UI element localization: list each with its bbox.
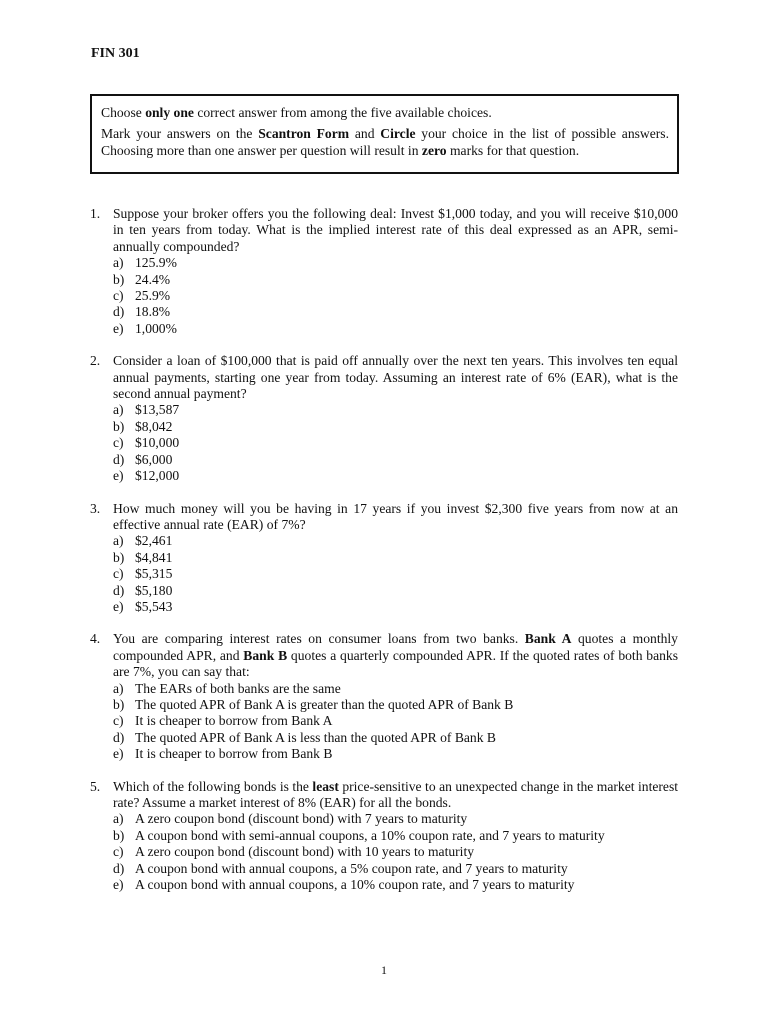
choice-letter: d) bbox=[113, 304, 125, 320]
text-run: How much money will you be having in 17 years if you invest $2,300 five years from now at an effective annual rate (EAR) of 7%? bbox=[113, 500, 678, 532]
choice-text: 25.9% bbox=[135, 288, 171, 304]
answer-choice[interactable] bbox=[113, 419, 678, 435]
answer-choice[interactable] bbox=[113, 288, 678, 304]
text-run: your choice in the list of possible answers. Choosing more than one answer per question will result in bbox=[101, 126, 669, 158]
question-number: 4. bbox=[90, 631, 101, 647]
bold-text: Circle bbox=[380, 126, 416, 142]
answer-choice[interactable] bbox=[113, 255, 678, 271]
answer-choices bbox=[113, 681, 678, 763]
question bbox=[90, 631, 678, 762]
choice-text: It is cheaper to borrow from Bank B bbox=[135, 746, 333, 762]
instruction-choose-one bbox=[101, 105, 669, 121]
answer-choice[interactable] bbox=[113, 533, 678, 549]
question-stem bbox=[113, 779, 678, 812]
choice-letter: b) bbox=[113, 271, 125, 287]
text-run: You are comparing interest rates on consumer loans from two banks. bbox=[113, 631, 525, 647]
choice-text: A coupon bond with annual coupons, a 5% coupon rate, and 7 years to maturity bbox=[135, 860, 568, 876]
choice-letter: e) bbox=[113, 468, 124, 484]
bold-text: Bank A bbox=[524, 631, 572, 647]
answer-choice[interactable] bbox=[113, 550, 678, 566]
question bbox=[90, 501, 678, 616]
choice-letter: b) bbox=[113, 696, 125, 712]
bold-text: Scantron Form bbox=[258, 126, 350, 142]
answer-choice[interactable] bbox=[113, 583, 678, 599]
choice-letter: e) bbox=[113, 746, 124, 762]
choice-letter: b) bbox=[113, 549, 125, 565]
choice-letter: d) bbox=[113, 582, 125, 598]
text-run: quotes a quarterly compounded APR. If the quoted rates of both banks are 7%, you can say that: bbox=[113, 647, 678, 680]
choice-letter: b) bbox=[113, 827, 125, 843]
choice-letter: a) bbox=[113, 533, 124, 549]
choice-letter: c) bbox=[113, 435, 124, 451]
choice-text: $8,042 bbox=[135, 418, 173, 434]
choice-letter: b) bbox=[113, 418, 125, 434]
choice-letter: a) bbox=[113, 402, 124, 418]
question-number: 3. bbox=[90, 500, 101, 516]
answer-choice[interactable] bbox=[113, 599, 678, 615]
choice-text: $5,180 bbox=[135, 582, 173, 598]
text-run: Mark your answers on the bbox=[101, 126, 259, 142]
text-run: marks for that question. bbox=[446, 142, 580, 158]
instruction-mark-answers bbox=[101, 126, 669, 159]
question-stem bbox=[113, 206, 678, 255]
choice-text: $5,315 bbox=[135, 566, 173, 582]
answer-choices bbox=[113, 533, 678, 615]
bold-text: only one bbox=[145, 105, 194, 120]
choice-text: The EARs of both banks are the same bbox=[135, 680, 341, 696]
choice-letter: e) bbox=[113, 598, 124, 614]
choice-text: It is cheaper to borrow from Bank A bbox=[135, 713, 333, 729]
answer-choice[interactable] bbox=[113, 566, 678, 582]
choice-letter: c) bbox=[113, 844, 124, 860]
choice-text: 18.8% bbox=[135, 304, 171, 320]
choice-letter: a) bbox=[113, 680, 124, 696]
choice-letter: a) bbox=[113, 255, 124, 271]
answer-choice[interactable] bbox=[113, 697, 678, 713]
text-run: price-sensitive to an unexpected change in the market interest rate? Assume a market interest of 8% (EAR) for all the bonds. bbox=[113, 778, 679, 810]
question-number: 2. bbox=[90, 353, 101, 369]
choice-text: $4,841 bbox=[135, 549, 173, 565]
question bbox=[90, 779, 678, 894]
question-number: 1. bbox=[90, 206, 101, 221]
choice-letter: d) bbox=[113, 860, 125, 876]
answer-choice[interactable] bbox=[113, 452, 678, 468]
choice-text: A zero coupon bond (discount bond) with 10 years to maturity bbox=[135, 844, 475, 860]
course-title: FIN 301 bbox=[91, 46, 140, 61]
choice-text: 24.4% bbox=[135, 271, 171, 287]
question-stem bbox=[113, 501, 678, 534]
text-run: correct answer from among the five available choices. bbox=[193, 105, 492, 120]
question-stem bbox=[113, 353, 678, 402]
answer-choice[interactable] bbox=[113, 828, 678, 844]
text-run: quotes a monthly compounded APR, and bbox=[113, 631, 678, 663]
bold-text: zero bbox=[421, 142, 447, 158]
answer-choice[interactable] bbox=[113, 681, 678, 697]
choice-text: $2,461 bbox=[135, 533, 173, 549]
choice-text: A zero coupon bond (discount bond) with 7 years to maturity bbox=[135, 811, 468, 827]
text-run: Suppose your broker offers you the following deal: Invest $1,000 today, and you will receive $10,000 in ten years from today. What is the implied interest rate of this deal expressed as an APR, semi-annually compounded? bbox=[113, 206, 678, 254]
choice-text: A coupon bond with annual coupons, a 10% coupon rate, and 7 years to maturity bbox=[135, 877, 575, 893]
answer-choice[interactable] bbox=[113, 304, 678, 320]
choice-letter: e) bbox=[113, 877, 124, 893]
question-number: 5. bbox=[90, 778, 101, 794]
answer-choices bbox=[113, 402, 678, 484]
choice-letter: c) bbox=[113, 566, 124, 582]
answer-choice[interactable] bbox=[113, 321, 678, 337]
answer-choice[interactable] bbox=[113, 713, 678, 729]
choice-text: The quoted APR of Bank A is less than the quoted APR of Bank B bbox=[135, 729, 496, 745]
choice-text: 1,000% bbox=[135, 320, 177, 336]
answer-choice[interactable] bbox=[113, 877, 678, 893]
page-number: 1 bbox=[381, 963, 387, 977]
question bbox=[90, 206, 678, 337]
choice-text: $10,000 bbox=[135, 435, 180, 451]
answer-choices bbox=[113, 255, 678, 337]
choice-text: $6,000 bbox=[135, 451, 173, 467]
text-run: Consider a loan of $100,000 that is paid off annually over the next ten years. This involves ten equal annual payments, starting one year from today. Assuming an interest rate of 6% (EAR), what is the second annual payment? bbox=[113, 353, 678, 402]
answer-choice[interactable] bbox=[113, 468, 678, 484]
answer-choice[interactable] bbox=[113, 746, 678, 762]
text-run: and bbox=[349, 126, 381, 142]
choice-letter: c) bbox=[113, 288, 124, 304]
choice-text: A coupon bond with semi-annual coupons, a 10% coupon rate, and 7 years to maturity bbox=[135, 827, 605, 843]
question bbox=[90, 353, 678, 484]
choice-text: $5,543 bbox=[135, 598, 173, 614]
choice-text: The quoted APR of Bank A is greater than the quoted APR of Bank B bbox=[135, 696, 514, 712]
choice-letter: c) bbox=[113, 713, 124, 729]
choice-text: $12,000 bbox=[135, 468, 180, 484]
question-stem bbox=[113, 631, 678, 680]
answer-choice[interactable] bbox=[113, 811, 678, 827]
choice-text: 125.9% bbox=[135, 255, 177, 271]
choice-letter: a) bbox=[113, 811, 124, 827]
choice-letter: d) bbox=[113, 451, 125, 467]
bold-text: least bbox=[312, 778, 339, 794]
choice-letter: e) bbox=[113, 320, 124, 336]
answer-choice[interactable] bbox=[113, 844, 678, 860]
instructions-box bbox=[90, 94, 679, 174]
choice-letter: d) bbox=[113, 729, 125, 745]
choice-text: $13,587 bbox=[135, 402, 180, 418]
answer-choice[interactable] bbox=[113, 272, 678, 288]
answer-choice[interactable] bbox=[113, 861, 678, 877]
answer-choice[interactable] bbox=[113, 730, 678, 746]
answer-choices bbox=[113, 811, 678, 893]
question-list bbox=[90, 206, 678, 909]
answer-choice[interactable] bbox=[113, 435, 678, 451]
answer-choice[interactable] bbox=[113, 402, 678, 418]
text-run: Choose bbox=[101, 105, 146, 120]
text-run: Which of the following bonds is the bbox=[113, 778, 313, 794]
bold-text: Bank B bbox=[243, 647, 288, 663]
